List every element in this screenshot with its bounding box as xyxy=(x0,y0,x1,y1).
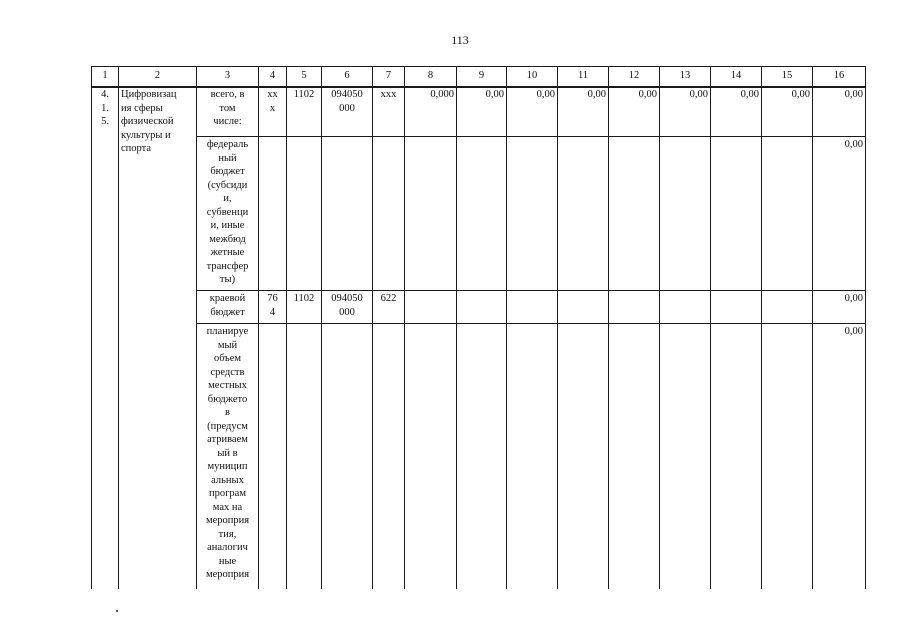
header-top-rule xyxy=(91,66,866,67)
column-rule-11 xyxy=(608,66,609,589)
column-rule-10 xyxy=(557,66,558,589)
column-rule-4 xyxy=(286,66,287,589)
column-rule-3 xyxy=(258,66,259,589)
value-row1-col7: ххх xyxy=(380,89,397,100)
value-row3-col4: 76 4 xyxy=(267,293,278,318)
value-row1-col14: 0,00 xyxy=(740,89,759,100)
value-row1-col6: 094050 000 xyxy=(331,89,363,114)
header-col-4: 4 xyxy=(269,70,276,81)
header-col-5: 5 xyxy=(301,70,307,81)
value-row2-col16: 0,00 xyxy=(844,139,863,150)
funding-source-4: планируе мый объем средств местных бюджето в (предусм атриваем ый в муницип альных програм мах на мероприя тия, аналогич ные мероприя xyxy=(205,326,250,580)
value-row1-col16: 0,00 xyxy=(844,89,863,100)
column-rule-7 xyxy=(404,66,405,589)
value-row1-col5: 1102 xyxy=(293,89,315,100)
value-row3-col16: 0,00 xyxy=(844,293,863,304)
header-col-1: 1 xyxy=(102,70,108,81)
value-row4-col16: 0,00 xyxy=(844,326,863,337)
column-rule-9 xyxy=(506,66,507,589)
header-col-8: 8 xyxy=(427,70,434,81)
value-row1-col12: 0,00 xyxy=(638,89,657,100)
column-rule-14 xyxy=(761,66,762,589)
row-rule-1 xyxy=(196,136,866,137)
value-row1-col4: хх х xyxy=(267,89,278,114)
header-col-10: 10 xyxy=(526,70,538,81)
column-rule-8 xyxy=(456,66,457,589)
column-rule-12 xyxy=(659,66,660,589)
row-rule-3 xyxy=(196,323,866,324)
value-row1-col13: 0,00 xyxy=(689,89,708,100)
header-col-6: 6 xyxy=(344,70,350,81)
value-row1-col8: 0,000 xyxy=(430,89,454,100)
scan-speck xyxy=(116,610,118,612)
column-rule-16 xyxy=(865,66,866,589)
value-row3-col7: 622 xyxy=(380,293,397,304)
column-rule-0 xyxy=(91,66,92,589)
column-rule-5 xyxy=(321,66,322,589)
header-col-3: 3 xyxy=(224,70,231,81)
header-col-12: 12 xyxy=(628,70,640,81)
header-col-13: 13 xyxy=(679,70,691,81)
funding-source-2: федераль ный бюджет (субсиди и, субвенци и, иные межбюд жетные трансфер ты) xyxy=(206,139,249,285)
value-row1-col10: 0,00 xyxy=(536,89,555,100)
header-col-15: 15 xyxy=(781,70,793,81)
funding-source-1: всего, в том числе: xyxy=(210,89,245,127)
header-col-9: 9 xyxy=(478,70,485,81)
value-row3-col6: 094050 000 xyxy=(331,293,363,318)
value-row1-col9: 0,00 xyxy=(485,89,504,100)
item-number: 4. 1. 5. xyxy=(101,89,109,127)
column-rule-13 xyxy=(710,66,711,589)
item-name: Цифровизац ия сферы физической культуры и спорта xyxy=(121,89,177,154)
funding-source-3: краевой бюджет xyxy=(209,293,246,318)
page-number: 113 xyxy=(451,33,469,47)
value-row1-col15: 0,00 xyxy=(791,89,810,100)
header-col-14: 14 xyxy=(730,70,742,81)
header-col-16: 16 xyxy=(833,70,845,81)
row-rule-2 xyxy=(196,290,866,291)
header-col-2: 2 xyxy=(154,70,161,81)
column-rule-6 xyxy=(372,66,373,589)
value-row3-col5: 1102 xyxy=(293,293,315,304)
value-row1-col11: 0,00 xyxy=(587,89,606,100)
header-col-11: 11 xyxy=(577,70,589,81)
header-col-7: 7 xyxy=(385,70,392,81)
